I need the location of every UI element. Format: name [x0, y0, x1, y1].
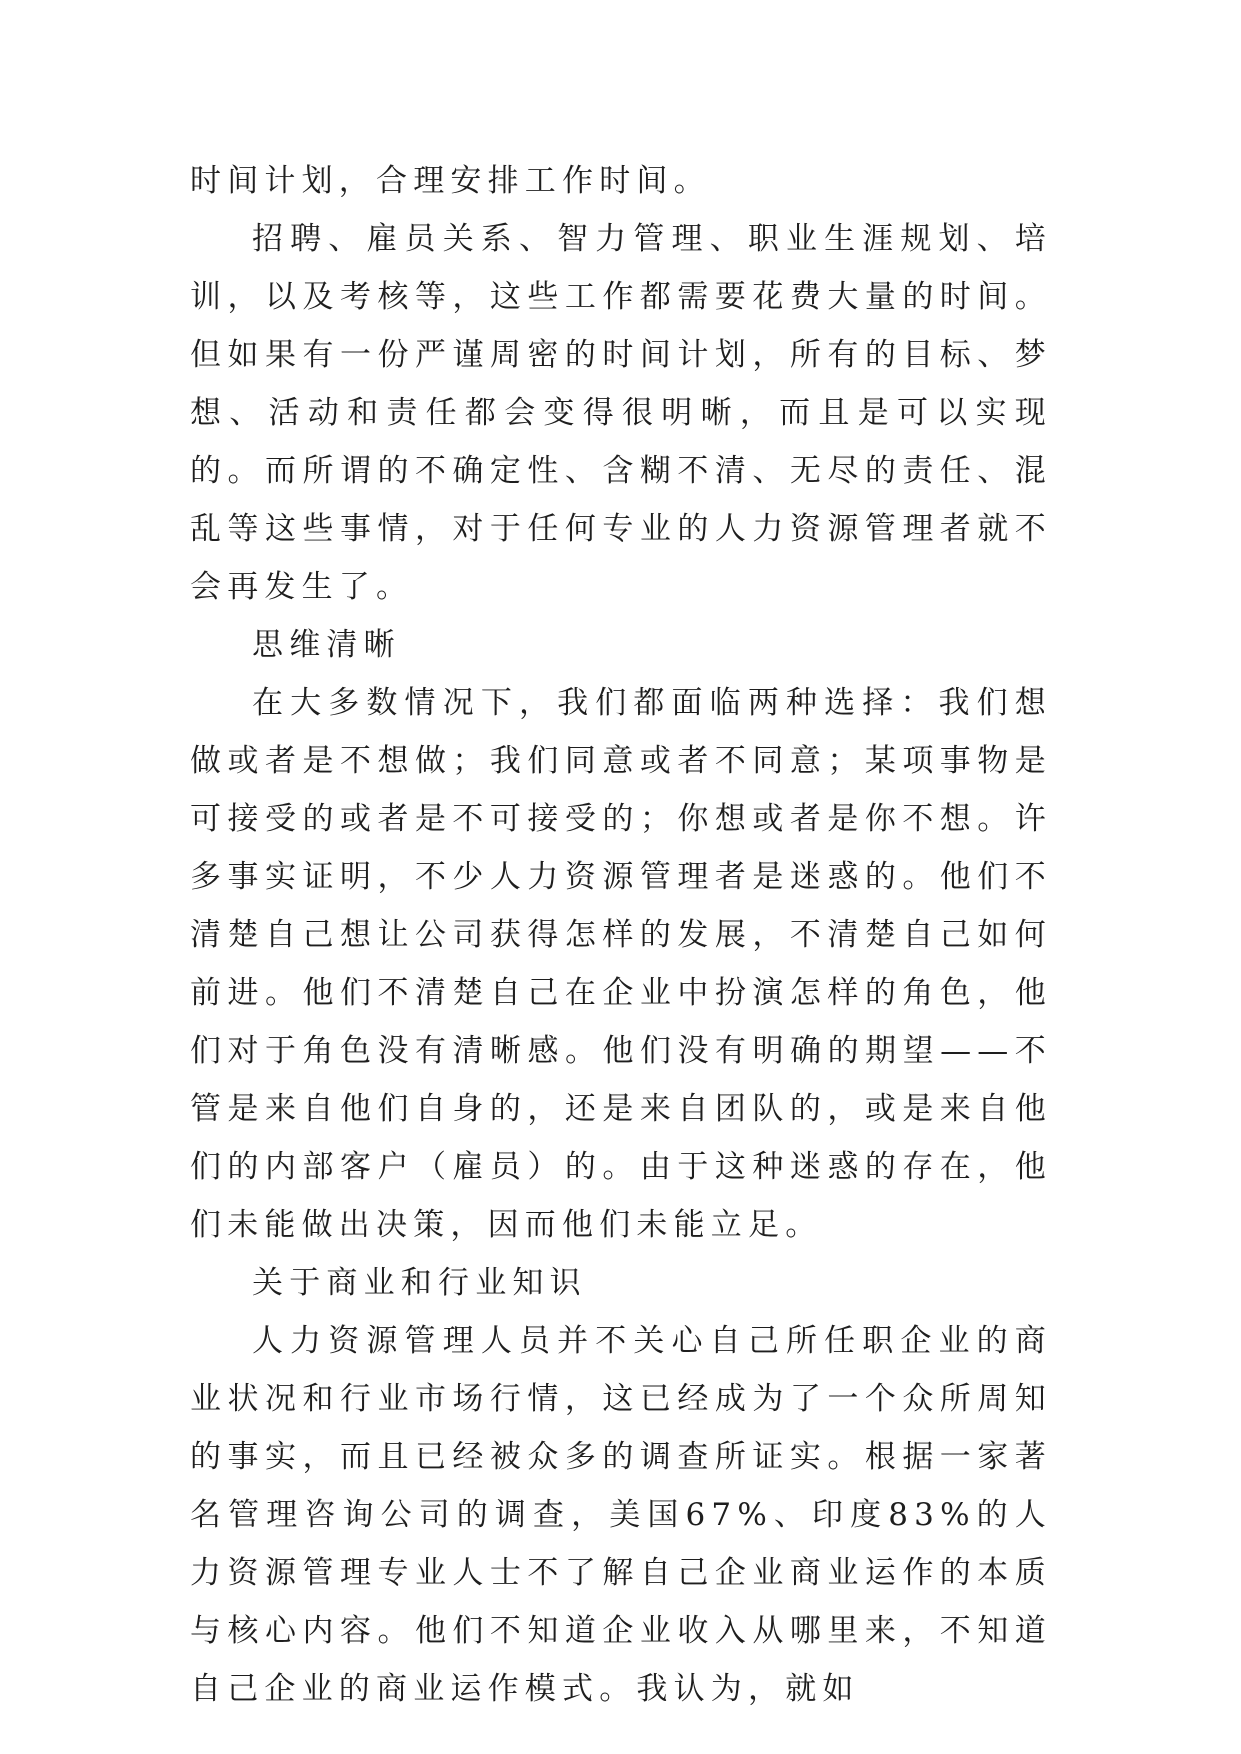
document-body — [190, 152, 1052, 1718]
paragraph-time-planning: 招聘、雇员关系、智力管理、职业生涯规划、培训，以及考核等，这些工作都需要花费大量的时间。但如果有一份严谨周密的时间计划，所有的目标、梦想、活动和责任都会变得很明晰，而且是可以实现的。而所谓的不确定性、含糊不清、无尽的责任、混乱等这些事情，对于任何专业的人力资源管理者就不会再发生了。 — [190, 221, 1052, 605]
paragraph-continued: 时间计划，合理安排工作时间。 — [190, 163, 711, 199]
paragraph-clear-thinking: 在大多数情况下，我们都面临两种选择：我们想做或者是不想做；我们同意或者不同意；某项事物是可接受的或者是不可接受的；你想或者是你不想。许多事实证明，不少人力资源管理者是迷惑的。他们不清楚自己想让公司获得怎样的发展，不清楚自己如何前进。他们不清楚自己在企业中扮演怎样的角色，他们对于角色没有清晰感。他们没有明确的期望——不管是来自他们自身的，还是来自团队的，或是来自他们的内部客户（雇员）的。由于这种迷惑的存在，他们未能做出决策，因而他们未能立足。 — [190, 685, 1052, 1243]
paragraph-business-knowledge: 人力资源管理人员并不关心自己所任职企业的商业状况和行业市场行情，这已经成为了一个众所周知的事实，而且已经被众多的调查所证实。根据一家著名管理咨询公司的调查，美国67%、印度83%的人力资源管理专业人士不了解自己企业商业运作的本质与核心内容。他们不知道企业收入从哪里来，不知道自己企业的商业运作模式。我认为，就如 — [190, 1323, 1052, 1707]
section-heading-clear-thinking: 思维清晰 — [252, 627, 401, 663]
section-heading-business-knowledge: 关于商业和行业知识 — [252, 1265, 587, 1301]
